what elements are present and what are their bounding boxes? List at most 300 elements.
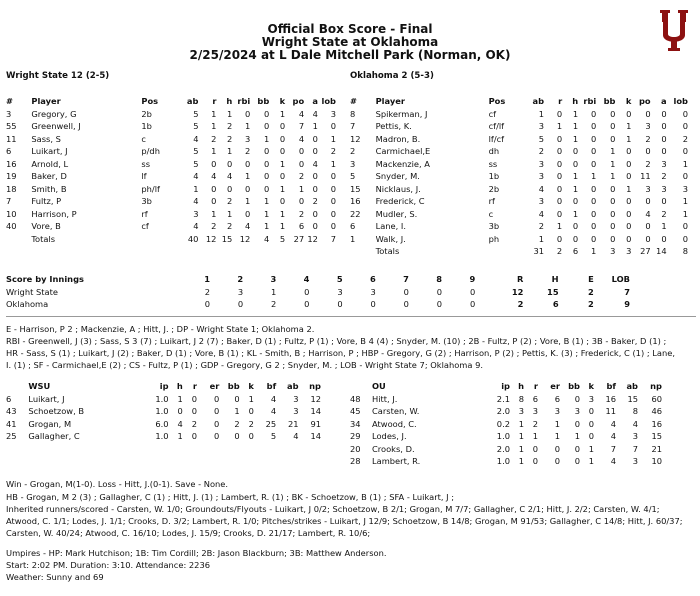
stat-cell: 4 — [610, 431, 616, 441]
stat-cell: 43 — [6, 406, 17, 416]
pitcher-name: Grogan, M — [28, 418, 72, 429]
stat-cell: 1 — [234, 406, 240, 416]
total-cell: 7 — [330, 233, 336, 244]
matchup-title: Wright State at Oklahoma — [261, 35, 439, 49]
stat-cell: 0 — [214, 418, 220, 429]
rhe-value: 2 — [517, 299, 524, 309]
stat-cell: 0 — [645, 196, 651, 206]
stat-cell: 2.0 — [496, 406, 510, 416]
column-header: r — [558, 96, 563, 106]
rhe-header: LOB — [611, 274, 630, 284]
stat-cell: 1 — [279, 108, 286, 119]
table-row — [350, 120, 688, 133]
stat-cell: 1 — [211, 121, 217, 131]
pitcher-name: Gallagher, C — [28, 431, 80, 441]
stat-cell: 0 — [234, 393, 240, 404]
stat-cell: 15 — [627, 393, 638, 404]
stat-cell: 1 — [626, 133, 632, 144]
stat-cell: 19 — [6, 171, 17, 181]
stat-cell: 5 — [193, 158, 199, 169]
stat-cell: 0 — [610, 108, 616, 119]
stat-cell: 5 — [270, 431, 277, 441]
pitcher-name: Hitt, J. — [372, 393, 398, 404]
stat-cell: 0 — [626, 171, 632, 181]
total-cell: 6 — [572, 246, 579, 256]
divider — [6, 316, 696, 317]
column-header: ab — [186, 96, 199, 106]
rhe-value: 2 — [587, 299, 594, 309]
inning-score: 0 — [469, 299, 476, 309]
stat-cell: 2 — [298, 208, 305, 219]
stat-cell: 1 — [532, 431, 538, 441]
stat-cell: 1 — [244, 196, 251, 206]
stat-cell: 2 — [661, 208, 667, 219]
stat-cell: 20 — [350, 443, 361, 454]
stat-cell: 1 — [572, 208, 579, 219]
stat-cell: 0 — [682, 146, 688, 156]
pitcher-name: Lambert, R. — [372, 456, 421, 466]
stat-cell: 3 — [632, 456, 638, 466]
stat-cell: 1 — [244, 121, 251, 131]
column-header: h — [226, 96, 233, 106]
stat-cell: 0 — [556, 196, 563, 206]
stat-cell: 22 — [350, 208, 361, 219]
player-name: Arnold, L — [31, 158, 69, 169]
stat-cell: 0 — [211, 196, 217, 206]
stat-cell: 2b — [488, 183, 500, 194]
stat-cell: 3 — [661, 158, 667, 169]
stat-cell: 1 — [312, 121, 318, 131]
stat-cell: ss — [488, 158, 498, 169]
stat-cell: 1 — [518, 443, 524, 454]
stat-cell: dh — [488, 146, 500, 156]
player-name: Carmichael,E — [375, 146, 431, 156]
column-header: k — [279, 96, 286, 106]
inning-score: 0 — [469, 286, 476, 297]
stat-cell: 5 — [350, 171, 356, 181]
away-batting-header — [6, 95, 336, 108]
stat-cell: 0 — [572, 233, 579, 244]
table-row — [350, 170, 688, 183]
stat-cell: 2 — [532, 418, 538, 429]
stat-cell: 12 — [310, 393, 321, 404]
stat-cell: 5 — [193, 146, 199, 156]
stat-cell: 0 — [590, 208, 597, 219]
notes-rbi: RBI - Greenwell, J (3) ; Sass, S 3 (7) ; Luikart, J 2 (7) ; Baker, D (1) ; Fultz, P (1) ; Vore, B 4 (4) ; Snyder, M. (10) ; 2B - Fultz, P (2) ; Vore, B (1) ; 3B - Baker, D (1) ; — [6, 336, 667, 346]
stat-cell: 1 — [682, 208, 688, 219]
player-name: Sass, S — [31, 133, 61, 144]
stat-cell: 4 — [227, 171, 233, 181]
total-cell: 27 — [293, 233, 305, 244]
stat-cell: c — [488, 208, 494, 219]
stat-cell: 0 — [532, 456, 538, 466]
rhe-value: 2 — [587, 286, 594, 297]
stat-cell: 0 — [645, 108, 651, 119]
stat-cell: 0 — [610, 196, 616, 206]
column-header: r — [192, 381, 197, 391]
stat-cell: 0 — [661, 108, 667, 119]
stat-cell: 7 — [610, 443, 616, 454]
player-name: Vore, B — [31, 221, 61, 231]
stat-cell: 1 — [244, 171, 251, 181]
stat-cell: 0 — [574, 393, 580, 404]
stat-cell: 6 — [350, 221, 356, 231]
stat-cell: 0 — [312, 146, 318, 156]
stat-cell: 10 — [6, 208, 17, 219]
total-cell: 15 — [221, 233, 233, 244]
stat-cell: 3 — [330, 108, 336, 119]
column-header: ab — [287, 381, 299, 391]
table-row — [6, 405, 321, 418]
stat-cell: 0 — [556, 146, 563, 156]
stat-cell: 4 — [312, 108, 318, 119]
stat-cell: 5 — [193, 108, 199, 119]
totals-row — [6, 233, 336, 246]
stat-cell: 1 — [264, 133, 270, 144]
column-header: r — [212, 96, 217, 106]
rhe-header: E — [588, 274, 594, 284]
stat-cell: 4 — [645, 208, 651, 219]
stat-cell: 1 — [279, 158, 286, 169]
column-header: ip — [501, 381, 510, 391]
table-row — [6, 430, 321, 443]
stat-cell: 4 — [312, 158, 318, 169]
pitching-team-label: OU — [372, 381, 386, 391]
stat-cell: 0 — [330, 183, 336, 194]
rhe-value: 9 — [624, 299, 630, 309]
table-row — [6, 195, 336, 208]
inning-header: 9 — [469, 274, 476, 284]
stat-cell: 0 — [572, 196, 579, 206]
away-pitching-table — [6, 380, 321, 443]
stat-cell: 1 — [350, 233, 356, 244]
stat-cell: 1 — [518, 418, 524, 429]
stat-cell: 2 — [227, 133, 233, 144]
stat-cell: 0 — [554, 443, 560, 454]
inning-header: 8 — [436, 274, 443, 284]
table-row — [6, 393, 321, 406]
stat-cell: 11 — [605, 406, 616, 416]
column-header: np — [650, 381, 662, 391]
stat-cell: 3 — [350, 158, 356, 169]
stat-cell: c — [141, 133, 146, 144]
stat-cell: 29 — [350, 431, 361, 441]
stat-cell: 25 — [265, 418, 277, 429]
stat-cell: 4 — [244, 221, 251, 231]
inherited-runners: Inherited runners/scored - Carsten, W. 1/0; Groundouts/Flyouts - Luikart, J 0/2; Schoetzow, B 2/1; Grogan, M 7/7; Gallagher, C 2/1; Hitt, J. 2/2; Carsten, W. 4/1; — [6, 504, 660, 514]
stat-cell: 2 — [682, 133, 688, 144]
game-info: Start: 2:02 PM. Duration: 3:10. Attendance: 2236 — [6, 560, 211, 570]
stat-cell: 0 — [264, 171, 270, 181]
stat-cell: 6 — [532, 393, 538, 404]
stat-cell: 0 — [279, 196, 286, 206]
report-title: Official Box Score - Final — [267, 22, 433, 36]
stat-cell: 0 — [588, 431, 594, 441]
column-header: ab — [626, 381, 638, 391]
inning-header: 4 — [303, 274, 310, 284]
stat-cell: 1 — [572, 108, 579, 119]
stat-cell: 1 — [554, 418, 560, 429]
stat-cell: 0 — [590, 196, 597, 206]
stat-cell: 0 — [610, 121, 616, 131]
stat-cell: 1 — [211, 108, 217, 119]
player-name: Smith, B — [31, 183, 67, 194]
stat-cell: 0 — [556, 208, 563, 219]
inning-score: 0 — [304, 286, 310, 297]
player-name: Frederick, C — [375, 196, 425, 206]
stat-cell: 3 — [518, 406, 524, 416]
home-pitching-header — [350, 380, 662, 393]
stat-cell: 14 — [310, 431, 321, 441]
stat-cell: 0 — [298, 146, 305, 156]
stat-cell: 0 — [556, 133, 563, 144]
rhe-value: 6 — [552, 299, 559, 309]
decisions: Win - Grogan, M(1-0). Loss - Hitt, J.(0-1). Save - None. — [6, 479, 229, 489]
stat-cell: 3 — [645, 121, 651, 131]
stat-cell: 0 — [248, 431, 254, 441]
stat-cell: 1 — [590, 171, 597, 181]
stat-cell: 0 — [682, 221, 688, 231]
stat-cell: 6.0 — [155, 418, 169, 429]
stat-cell: 0 — [645, 221, 651, 231]
column-header: rbi — [583, 96, 597, 106]
stat-cell: cf — [488, 108, 497, 119]
home-batting-header — [350, 95, 688, 108]
table-row — [350, 158, 688, 171]
stat-cell: 0 — [177, 406, 183, 416]
pitches-strikes: Carsten, W. 40/24; Atwood, C. 16/10; Lodes, J. 15/9; Crooks, D. 21/17; Lambert, R. 10/6; — [6, 528, 371, 538]
stat-cell: 0 — [572, 221, 579, 231]
stat-cell: 2 — [350, 146, 356, 156]
stat-cell: 0 — [330, 196, 336, 206]
stat-cell: 1 — [554, 431, 560, 441]
stat-cell: 0 — [330, 121, 336, 131]
stat-cell: rf — [488, 196, 495, 206]
total-cell: 27 — [640, 246, 651, 256]
table-row — [350, 183, 688, 196]
stat-cell: 4 — [538, 208, 545, 219]
table-row — [350, 108, 688, 121]
linescore-header — [6, 273, 630, 286]
stat-cell: 0 — [590, 146, 597, 156]
inning-score: 2 — [204, 286, 210, 297]
stat-cell: 2b — [141, 108, 152, 119]
stat-cell: 0 — [556, 108, 563, 119]
inning-score: 0 — [337, 299, 343, 309]
stat-cell: 1 — [211, 208, 217, 219]
totals-label: Totals — [375, 246, 400, 256]
stat-cell: 3 — [538, 158, 545, 169]
stat-cell: 40 — [6, 221, 17, 231]
home-pitching-table — [350, 380, 662, 468]
stat-cell: 2 — [645, 133, 651, 144]
stat-cell: 0 — [264, 108, 270, 119]
stat-cell: 4 — [293, 431, 299, 441]
stat-cell: 0 — [661, 146, 667, 156]
stat-cell: 4 — [211, 171, 217, 181]
stat-cell: 0 — [645, 233, 651, 244]
stat-cell: 1 — [556, 121, 563, 131]
column-header: rbi — [237, 96, 251, 106]
stat-cell: 0 — [590, 121, 597, 131]
stat-cell: 18 — [6, 183, 17, 194]
groundouts-flyouts: Atwood, C. 1/1; Lodes, J. 1/1; Crooks, D. 3/2; Lambert, R. 1/0; Pitches/strikes - Luikart, J 12/9; Schoetzow, B 14/8; Grogan, M 91/53; Gallagher, C 14/8; Hitt, J. 60/37; — [6, 516, 683, 526]
stat-cell: 0 — [234, 431, 240, 441]
column-header: Player — [375, 96, 405, 106]
table-row — [350, 455, 662, 468]
column-header: po — [638, 96, 651, 106]
column-header: ip — [159, 381, 169, 391]
column-header: h — [518, 381, 524, 391]
stat-cell: 0 — [330, 221, 336, 231]
player-name: Walk, J. — [375, 233, 406, 244]
away-batting-table — [6, 95, 336, 245]
stat-cell: 0 — [610, 183, 616, 194]
stat-cell: 0 — [279, 146, 286, 156]
stat-cell: 6 — [6, 146, 12, 156]
player-name: Mackenzie, A — [375, 158, 430, 169]
total-cell: 14 — [656, 246, 667, 256]
stat-cell: 0 — [590, 233, 597, 244]
stat-cell: 0 — [214, 406, 220, 416]
stat-cell: 3 — [193, 208, 199, 219]
stat-cell: 1 — [572, 183, 579, 194]
inning-header: 2 — [237, 274, 244, 284]
stat-cell: 1 — [227, 108, 233, 119]
team-name: Oklahoma — [6, 299, 49, 309]
stat-cell: 3 — [538, 121, 545, 131]
stat-cell: 0 — [191, 393, 197, 404]
total-cell: 12 — [205, 233, 217, 244]
column-header: r — [533, 381, 538, 391]
stat-cell: 11 — [6, 133, 17, 144]
column-header: a — [661, 96, 667, 106]
stat-cell: 0 — [590, 221, 597, 231]
stat-cell: 1 — [193, 183, 199, 194]
column-header: er — [209, 381, 220, 391]
stat-cell: 0 — [211, 158, 217, 169]
stat-cell: 0 — [244, 183, 251, 194]
stat-cell: 0 — [610, 233, 616, 244]
stat-cell: 4 — [610, 418, 616, 429]
stat-cell: 1 — [279, 208, 286, 219]
column-header: lob — [673, 96, 688, 106]
oklahoma-logo-icon — [657, 8, 691, 52]
stat-cell: 0 — [556, 171, 563, 181]
table-row — [350, 233, 688, 246]
notes-misc: I. (1) ; SF - Carmichael,E (2) ; CS - Fultz, P (1) ; GDP - Gregory, G 2 ; Snyder, M. ; LOB - Wright State 7; Oklahoma 9. — [6, 360, 484, 370]
stat-cell: 15 — [651, 431, 662, 441]
inning-score: 2 — [271, 299, 277, 309]
column-header: np — [309, 381, 321, 391]
stat-cell: 7 — [350, 121, 356, 131]
stat-cell: 0 — [590, 158, 597, 169]
column-header: bb — [568, 381, 580, 391]
column-header: a — [312, 96, 318, 106]
stat-cell: 2 — [248, 418, 254, 429]
inning-score: 0 — [436, 299, 443, 309]
player-name: Madron, B. — [375, 133, 421, 144]
stat-cell: 3 — [6, 108, 12, 119]
stat-cell: 1 — [248, 393, 254, 404]
column-header: h — [176, 381, 183, 391]
stat-cell: 0 — [279, 171, 286, 181]
stat-cell: 1 — [279, 221, 286, 231]
stat-cell: 4 — [632, 418, 638, 429]
stat-cell: 0 — [556, 183, 563, 194]
stat-cell: 0 — [682, 108, 688, 119]
stat-cell: cf/lf — [488, 121, 505, 131]
stat-cell: 3 — [682, 183, 688, 194]
total-cell: 12 — [239, 233, 251, 244]
stat-cell: 0 — [211, 183, 217, 194]
stat-cell: 0 — [312, 183, 318, 194]
stat-cell: 15 — [350, 183, 361, 194]
pitcher-name: Atwood, C. — [372, 418, 417, 429]
stat-cell: 2 — [312, 196, 318, 206]
player-name: Snyder, M. — [375, 171, 420, 181]
table-row — [350, 133, 688, 146]
stat-cell: 0 — [682, 121, 688, 131]
stat-cell: 1 — [588, 456, 594, 466]
stat-cell: 4 — [193, 171, 199, 181]
hit-by-pitch: HB - Grogan, M 2 (3) ; Gallagher, C (1) ; Hitt, J. (1) ; Lambert, R. (1) ; BK - Schoetzow, B (1) ; SFA - Luikart, J ; — [6, 492, 455, 502]
inning-score: 3 — [370, 286, 376, 297]
stat-cell: 3b — [141, 196, 152, 206]
stat-cell: 12 — [350, 133, 361, 144]
stat-cell: 2 — [538, 146, 545, 156]
stat-cell: 0 — [312, 133, 318, 144]
stat-cell: 41 — [6, 418, 17, 429]
stat-cell: 1 — [177, 393, 183, 404]
stat-cell: 0 — [682, 233, 688, 244]
stat-cell: 0 — [574, 456, 580, 466]
inning-header: 6 — [369, 274, 376, 284]
stat-cell: 4 — [270, 393, 277, 404]
column-header: h — [572, 96, 579, 106]
column-header: lob — [321, 96, 336, 106]
player-name: Nicklaus, J. — [375, 183, 421, 194]
inning-score: 0 — [204, 299, 210, 309]
inning-score: 0 — [436, 286, 443, 297]
inning-score: 0 — [403, 299, 409, 309]
stat-cell: 1 — [572, 121, 579, 131]
stat-cell: 0 — [626, 158, 632, 169]
stat-cell: 1 — [572, 171, 579, 181]
table-row — [350, 220, 688, 233]
pitcher-name: Schoetzow, B — [28, 406, 85, 416]
stat-cell: 0.2 — [496, 418, 510, 429]
linescore-row — [6, 298, 630, 311]
column-header: bf — [266, 381, 277, 391]
stat-cell: 3 — [632, 431, 638, 441]
stat-cell: 1 — [264, 196, 270, 206]
stat-cell: 2 — [645, 158, 651, 169]
stat-cell: 4 — [177, 418, 183, 429]
stat-cell: 3 — [244, 133, 251, 144]
pitching-team-label: WSU — [28, 381, 51, 391]
stat-cell: 4 — [610, 456, 616, 466]
table-row — [6, 145, 336, 158]
stat-cell: 0 — [532, 443, 538, 454]
column-header: k — [625, 96, 632, 106]
stat-cell: 0 — [610, 133, 616, 144]
stat-cell: 0 — [264, 146, 270, 156]
total-cell: 8 — [682, 246, 688, 256]
stat-cell: 0 — [626, 146, 632, 156]
player-name: Greenwell, J — [31, 121, 81, 131]
linescore-title: Score by Innings — [6, 274, 84, 284]
